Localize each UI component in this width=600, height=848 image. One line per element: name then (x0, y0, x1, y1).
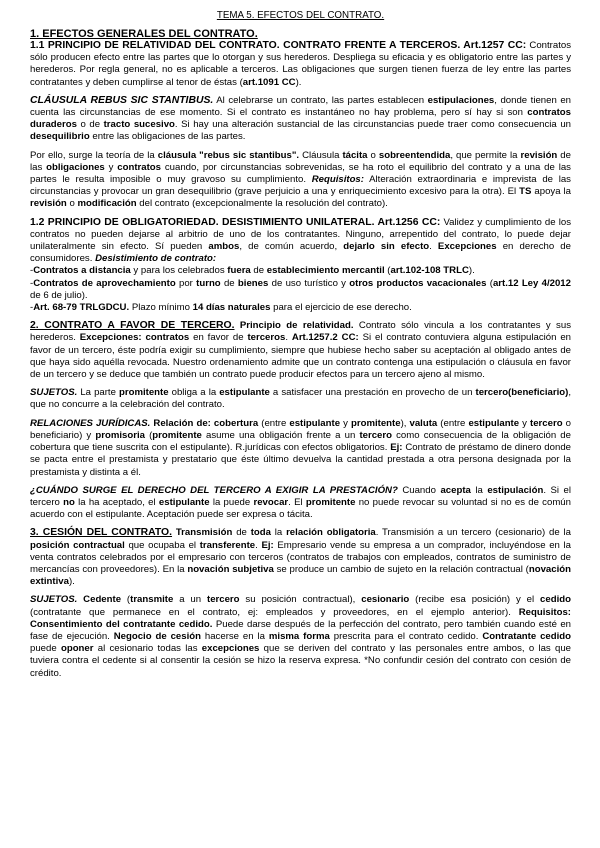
text-run: al cesionario todas las (93, 643, 202, 655)
text-run: establecimiento mercantil (266, 265, 385, 277)
section-1-2-paragraph (30, 217, 571, 266)
text-run: Cuando (397, 484, 441, 496)
text-run: promitente (152, 429, 202, 441)
section-2-paragraph (30, 320, 571, 381)
text-run: de (232, 527, 251, 539)
text-run: Alteración extraordinaria e imprevista de las circunstancias y provocar un gran desequilibrio (grave perjuicio a una y enriquecimiento excesivo para la otra). El (30, 174, 571, 198)
text-run: , de común acuerdo, (239, 241, 344, 253)
text-run: promitente (305, 496, 356, 508)
text-run: Transmisión (172, 527, 233, 539)
text-run: cesionario (361, 594, 410, 606)
text-run: sobreentendida (378, 149, 451, 161)
text-run: apoya la (531, 186, 572, 198)
text-run: Negocio de cesión (113, 630, 201, 642)
text-run: desequilibrio (30, 131, 90, 143)
text-run: Cláusula (299, 149, 343, 161)
text-run: excepciones (201, 643, 260, 655)
text-run: Ej: (261, 539, 274, 551)
section-3-paragraph (30, 527, 571, 588)
text-run: de (250, 265, 267, 277)
text-run: Al celebrarse un contrato, las partes establecen (213, 94, 428, 106)
text-run: o (66, 198, 78, 210)
section-1-1-heading: 1.1 PRINCIPIO DE RELATIVIDAD DEL CONTRATO. CONTRATO FRENTE A TERCEROS. Art.1257 CC: (30, 40, 527, 51)
text-run: de 6 de julio). (30, 289, 88, 301)
text-run: tácita (342, 149, 368, 161)
text-run: 14 días naturales (192, 302, 271, 314)
text-run: contratos duraderos (30, 107, 571, 131)
text-run: TS (519, 186, 532, 198)
text-run: Contratante cedido (482, 630, 572, 642)
text-run: prescrita para el contrato cedido. (329, 630, 483, 642)
text-run: relación obligatoria (286, 527, 376, 539)
text-run: ). (468, 265, 475, 277)
text-run: ( (384, 265, 391, 277)
text-run: obligaciones (46, 161, 105, 173)
text-run: Si el contrato contuviera alguna estipulación en favor de un tercero, éste podría exigir su cumplimiento, siempre que hubiese hecho saber su aceptación al obligado antes de que haya sido aquélla revocada. Nuestro ordenamiento admite que un contrato contenga una estipulación o cláusula en favor de un tercero y se deduce que también un contrato puede producir efectos para un tercero ajeno al mismo. (30, 332, 571, 381)
text-run: tercero(beneficiario) (475, 387, 569, 399)
text-run: (recibe esa posición) y el (409, 594, 541, 606)
text-run: Contratos a distancia (33, 265, 131, 277)
section-1-1-paragraph (30, 40, 571, 89)
text-run: Desistimiento de contrato: (95, 253, 217, 265)
text-run: acepta (440, 484, 471, 496)
text-run: contratos (117, 161, 161, 173)
text-run: y (519, 417, 531, 429)
text-run: en derecho de consumidores. (30, 241, 571, 265)
text-run: Principio de relatividad. (234, 320, 354, 332)
text-run: y para los celebrados (130, 265, 228, 277)
text-run: a un (173, 594, 207, 606)
text-run: estipulante (219, 387, 270, 399)
section-1-heading: 1. EFECTOS GENERALES DEL CONTRATO. (30, 28, 258, 40)
text-run: promitente (119, 387, 169, 399)
text-run: o beneficiario) y (30, 417, 571, 441)
text-run: novación extintiva (30, 563, 571, 588)
text-run: (entre (258, 417, 290, 429)
text-run: Plazo mínimo (129, 302, 193, 314)
text-run: como consecuencia de la obligación de cobertura que tiene suscrita con el estipulante). R.jurídicas con efectos obligatorios. (30, 429, 571, 454)
text-run: la puede (209, 496, 254, 508)
text-run: valuta (409, 417, 438, 429)
text-run: (entre (437, 417, 469, 429)
text-run: hacerse en la (200, 630, 269, 642)
text-run: Excepciones (437, 241, 497, 253)
text-run: promitente (350, 417, 401, 429)
text-run: Relación de: cobertura (150, 417, 259, 429)
list-item: -Art. 68-79 TRLGDCU. Plazo mínimo 14 días naturales para el ejercicio de ese derecho. (30, 302, 412, 314)
text-run: la (270, 527, 287, 539)
text-run: Empresario vende su empresa a un comprador, incluyéndose en la venta contratos celebrados por el empresario con terceros (contratos de trabajos con empleados, contratos de suministro de mercancías con proveedores). En la (30, 539, 571, 575)
text-run: estipulante (289, 417, 341, 429)
text-run: se produce un cambio de sujeto en la relación contractual ( (273, 563, 529, 575)
text-run: novación subjetiva (187, 563, 274, 575)
text-run: de (220, 277, 238, 289)
text-run: terceros (247, 332, 286, 344)
text-run: , que no concurre a la celebración del contrato. (30, 387, 571, 411)
rebus-paragraph (30, 95, 571, 144)
text-run: bienes (237, 277, 269, 289)
text-run: Validez y cumplimiento de los contratos no pueden dejarse al arbitrio de uno de los contratantes. Ninguno, arrepentido del contrato, lo puede dejar unilateralmente sin efecto. Sí pueden (30, 216, 571, 253)
text-run: ), (400, 417, 410, 429)
section-3-heading: 3. CESIÓN DEL CONTRATO. (30, 527, 173, 539)
text-run: art.1091 CC (242, 76, 296, 88)
text-run: . (255, 539, 262, 551)
text-run: revisión (520, 149, 558, 161)
text-run: revocar (253, 496, 289, 508)
text-run: puede (30, 643, 61, 655)
text-run: o de (76, 119, 104, 131)
text-run: a satisfacer una prestación en provecho de un (269, 387, 476, 399)
document-page (30, 10, 571, 680)
text-run: , donde tienen en cuenta las circunstancias de ese momento. Si el contrato es instantáneo no hay problema, pero sí hay si son (30, 94, 571, 119)
text-run: . (429, 241, 438, 253)
text-run: cuando, por circunstancias sobrevenidas, se ha roto el equilibrio del contrato y a una de las partes le resulta imposible o muy gravoso su cumplimiento. (30, 161, 571, 186)
section-2-heading: 2. CONTRATO A FAVOR DE TERCERO. (30, 320, 235, 332)
text-run: estipulaciones (427, 94, 495, 106)
text-run: estipulante (158, 496, 210, 508)
text-run: Excepciones: contratos (79, 332, 190, 344)
sujetos-cesion-paragraph (30, 594, 571, 679)
text-run: fuera (227, 265, 251, 277)
text-run: tercero (359, 429, 392, 441)
rebus-heading: CLÁUSULA REBUS SIC STANTIBUS. (30, 94, 214, 106)
text-run: tercero (530, 417, 563, 429)
text-run: para el ejercicio de ese derecho. (270, 302, 412, 314)
list-item: -Contratos a distancia y para los celebrados fuera de establecimiento mercantil (art.102-108 TRLC). (30, 265, 475, 277)
text-run: estipulante (468, 417, 520, 429)
text-run: asume una obligación frente a un (201, 429, 360, 441)
text-run: Contrato de préstamo de dinero donde se pacta entre el prestamista y prestatario que éste último devuelva la cantidad prestada a otra persona designada por la prestamista y distinta a él. (30, 442, 571, 478)
text-run: dejarlo sin efecto (343, 241, 430, 253)
text-run: obliga a la (168, 387, 220, 399)
text-run: que ocupaba el (124, 539, 200, 551)
page-title: TEMA 5. EFECTOS DEL CONTRATO. (216, 10, 385, 21)
text-run: no (63, 496, 75, 508)
text-run: modificación (77, 198, 137, 210)
text-run: oponer (60, 643, 94, 655)
text-run: ( (486, 277, 493, 289)
text-run: ( (144, 429, 153, 441)
text-run: ). (68, 576, 75, 588)
text-run: de las (30, 149, 571, 173)
sujetos-cesion-heading: SUJETOS. (30, 594, 78, 606)
text-run: , que permite la (450, 149, 521, 161)
rebus-theory-paragraph (30, 150, 571, 211)
text-run: Requisitos: (311, 174, 364, 186)
text-run: . Si hay una alteración sustancial de las circunstancias puede traer como consecuencia un (174, 119, 571, 131)
text-run: en favor de (189, 332, 248, 344)
text-run: Contratos de aprovechamiento (33, 277, 176, 289)
text-run: su posición contractual), (239, 594, 362, 606)
text-run: o (367, 149, 379, 161)
text-run: por (175, 277, 197, 289)
text-run: y (340, 417, 351, 429)
text-run: Requisitos: Consentimiento del contratante cedido. (30, 606, 571, 630)
text-run: Cedente (77, 594, 122, 606)
text-run: cedido (540, 594, 571, 606)
text-run: . Si el tercero (30, 484, 572, 508)
text-run: transmite (130, 594, 174, 606)
text-run: no puede revocar su voluntad si no es de común acuerdo con el estipulante. Aceptación puede ser expresa o tácita. (30, 496, 571, 521)
text-run: que se deriven del contrato y las personales entre ambos, o las que tuviera contra el cedente si al consentir la cesión se hizo la reserva expresa. *No confundir cesión del contrato con cesión de crédito. (30, 643, 572, 679)
text-run: Contrato sólo vincula a los contratantes y sus herederos. (30, 320, 571, 344)
text-run: otros productos vacacionales (349, 277, 487, 289)
text-run: ). (295, 76, 302, 88)
text-run: revisión (30, 198, 67, 210)
text-run: Contratos sólo producen efecto entre las partes que lo otorgan y sus herederos. Despliega su eficacia y es obligatorio entre las partes y herederos. Por regla general, no es aplicable a terceros. Las obligaciones que surgen tienen fuerza de ley entre las partes contratantes y deben cumplirse al tenor de éstas ( (30, 40, 571, 88)
section-1-2-heading: 1.2 PRINCIPIO DE OBLIGATORIEDAD. DESISTIMIENTO UNILATERAL. Art.1256 CC: (30, 216, 441, 228)
list-item: -Contratos de aprovechamiento por turno de bienes de uso turístico y otros productos vacacionales (art.12 Ley 4/2012 de 6 de julio). (30, 277, 571, 301)
text-run: de uso turístico y (268, 277, 350, 289)
text-run: art.102-108 TRLC (390, 265, 469, 277)
text-run: . Transmisión a un tercero (cesionario) de la (375, 527, 571, 539)
text-run: y (104, 161, 118, 173)
text-run: estipulación (487, 484, 544, 496)
text-run: Puede darse después de la perfección del contrato, pero también cuando esté en fase de ejecución. (30, 618, 571, 642)
text-run: del contrato (excepcionalmente la resolución del contrato). (136, 198, 388, 210)
text-run: tercero (207, 594, 240, 606)
text-run: Ej: (390, 442, 403, 454)
text-run: transferente (199, 539, 256, 551)
text-run: Art.1257.2 CC: (291, 332, 359, 344)
text-run: posición contractual (30, 539, 125, 551)
text-run: cláusula "rebus sic stantibus". (157, 149, 300, 161)
text-run: turno (196, 277, 221, 289)
sujetos-heading: SUJETOS. (30, 387, 78, 399)
text-run: Art. 68-79 TRLGDCU. (33, 302, 130, 314)
text-run: art.12 Ley 4/2012 (492, 277, 571, 289)
text-run: ambos (208, 241, 240, 253)
text-run: (contratante que permanece en el contrato, ej: empleados y proveedores, en el ejemplo anterior). (30, 606, 519, 618)
text-run: misma forma (268, 630, 330, 642)
text-run: ( (121, 594, 131, 606)
relaciones-heading: RELACIONES JURÍDICAS. (30, 417, 151, 429)
text-run: La parte (77, 387, 119, 399)
relaciones-paragraph (30, 418, 571, 479)
cuando-paragraph (30, 485, 571, 522)
text-run: Por ello, surge la teoría de la (30, 149, 158, 161)
text-run: . (285, 332, 292, 344)
text-run: toda (250, 527, 271, 539)
text-run: tracto sucesivo (103, 119, 175, 131)
text-run: la (470, 484, 488, 496)
sujetos-paragraph (30, 387, 571, 411)
text-run: promisoria (95, 429, 145, 441)
text-run: la ha aceptado, el (74, 496, 159, 508)
text-run: . El (288, 496, 306, 508)
cuando-heading: ¿CUÁNDO SURGE EL DERECHO DEL TERCERO A EXIGIR LA PRESTACIÓN? (30, 484, 398, 496)
text-run: entre las obligaciones de las partes. (89, 131, 246, 143)
